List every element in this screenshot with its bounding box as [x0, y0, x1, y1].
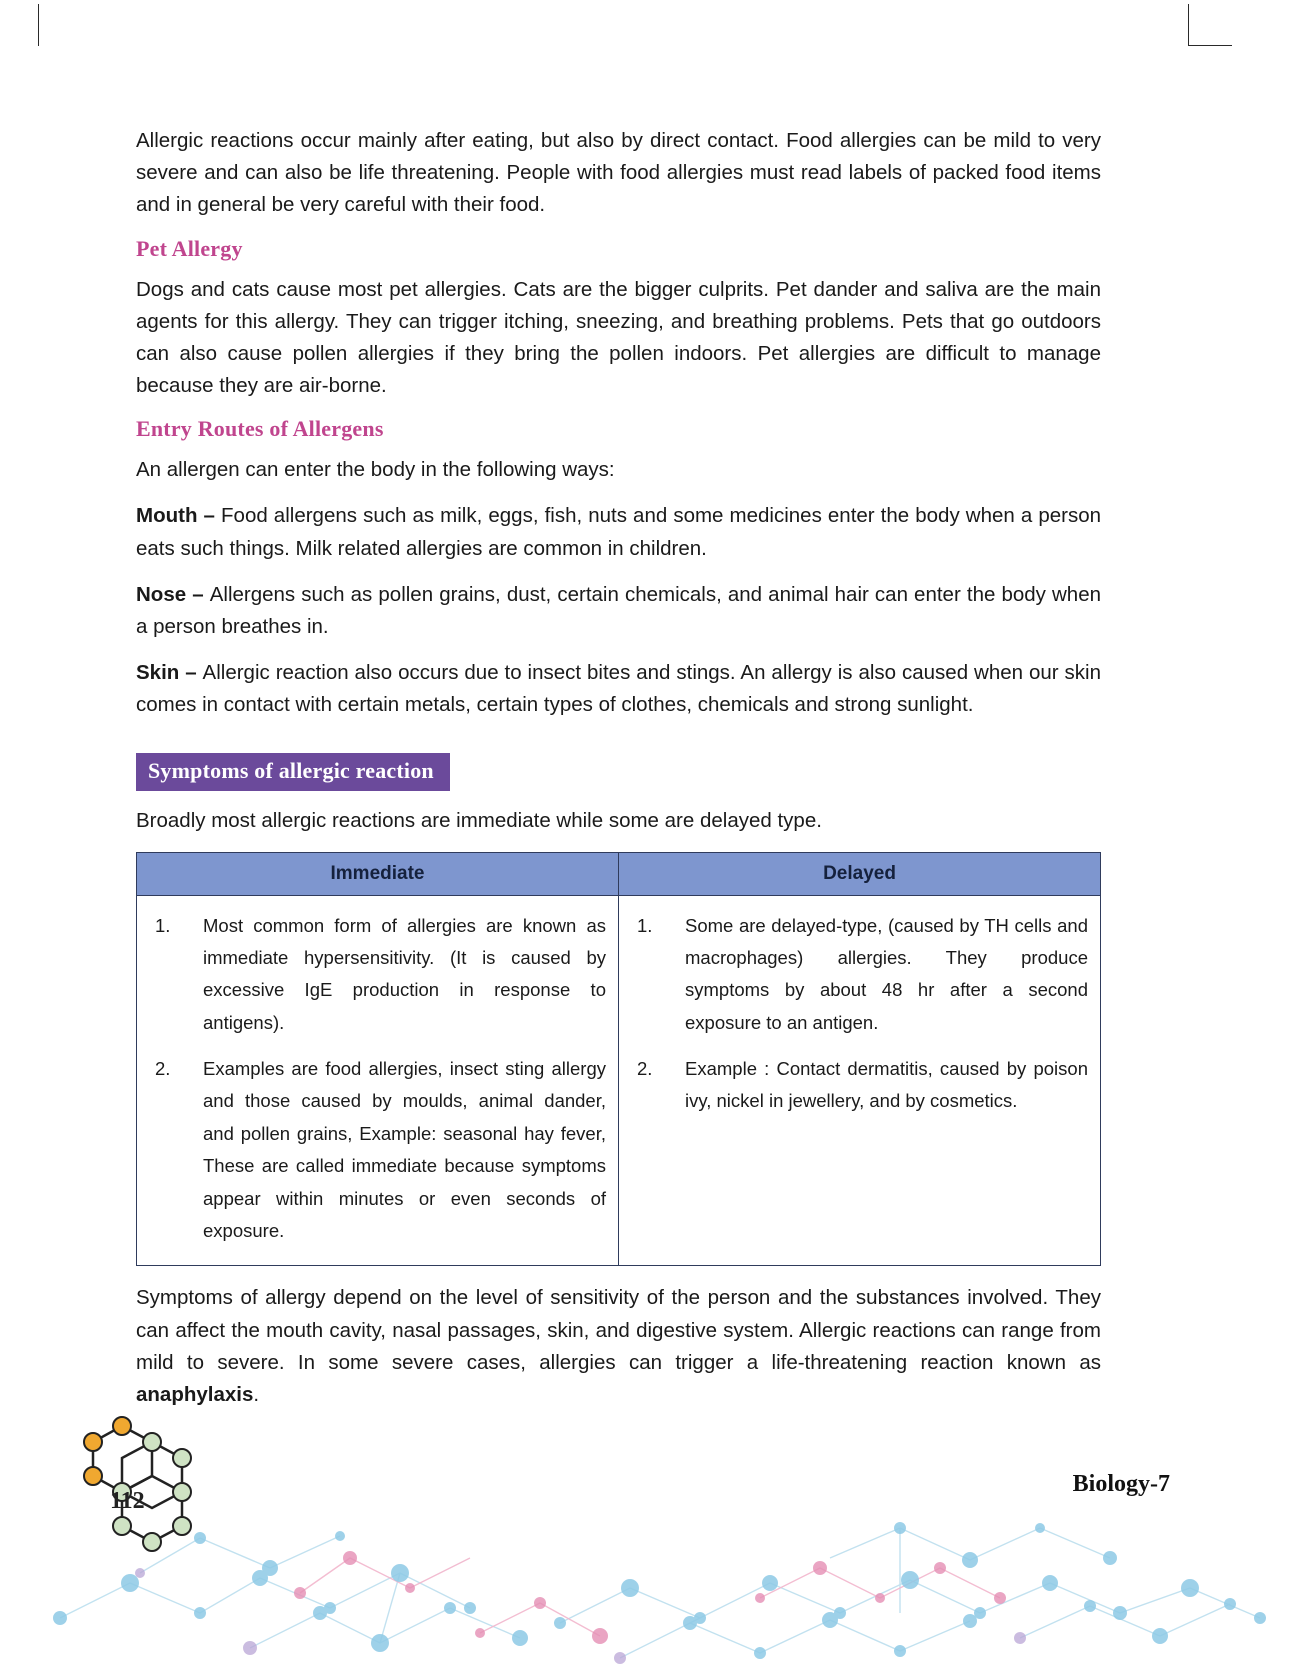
symptoms-table [136, 852, 1101, 1267]
route-skin-text: Allergic reaction also occurs due to insect bites and stings. An allergy is also caused when our skin comes in contact with certain metals, certain types of clothes, chemicals and strong sunlight. [136, 661, 1101, 717]
closing-paragraph [136, 1282, 1101, 1411]
table-head [137, 852, 1101, 895]
cell-delayed [619, 895, 1101, 1266]
table-body [137, 895, 1101, 1266]
route-nose-label: Nose – [136, 582, 210, 606]
route-mouth [136, 500, 1101, 564]
list-item: Most common form of allergies are known as immediate hypersensitivity. (It is caused by excessive IgE production in response to antigens). [203, 914, 606, 1033]
footer-subject: Biology-7 [1072, 1471, 1170, 1497]
crop-mark-top-right-vertical [1188, 4, 1189, 46]
pet-allergy-heading: Pet Allergy [136, 235, 243, 261]
route-skin-label: Skin – [136, 661, 203, 685]
route-nose [136, 579, 1101, 643]
crop-mark-top-right-horizontal [1188, 45, 1232, 46]
table-row [137, 895, 1101, 1266]
hexagon-molecule-icon [78, 1408, 228, 1558]
route-mouth-text: Food allergens such as milk, eggs, fish, nuts and some medicines enter the body when a person eats such things. Milk related allergies are common in children. [136, 504, 1102, 560]
page-content [136, 125, 1101, 1411]
entry-routes-intro: An allergen can enter the body in the following ways: [136, 458, 615, 482]
closing-paragraph-part1: Symptoms of allergy depend on the level of sensitivity of the person and the substances involved. They can affect the mouth cavity, nasal passages, skin, and digestive system. Allergic reactions can range from mild to severe. In some severe cases, allergies can trigger a life-threatening reaction known as [136, 1286, 1101, 1374]
crop-mark-top-left [38, 4, 39, 46]
table-header-row [137, 852, 1101, 895]
closing-paragraph-part2: . [253, 1382, 260, 1406]
anaphylaxis-term: anaphylaxis [136, 1382, 254, 1406]
delayed-list [631, 910, 1088, 1118]
route-skin [136, 657, 1101, 721]
pet-allergy-paragraph: Dogs and cats cause most pet allergies. Cats are the bigger culprits. Pet dander and saliva are the main agents for this allergy. They can trigger itching, sneezing, and breathing problems. Pets that go outdoors can also cause pollen allergies if they bring the pollen indoors. Pet allergies are difficult to manage because they are air-borne. [136, 277, 1101, 398]
list-item: Examples are food allergies, insect sting allergy and those caused by moulds, animal dander, and pollen grains, Example: seasonal hay fever, These are called immediate because symptoms appear within minutes or even seconds of exposure. [203, 1058, 606, 1241]
intro-paragraph: Allergic reactions occur mainly after eating, but also by direct contact. Food allergies can be mild to very severe and can also be life threatening. People with food allergies must read labels of packed food items and in general be very careful with their food. [136, 129, 1101, 217]
immediate-list [149, 910, 606, 1248]
route-nose-text: Allergens such as pollen grains, dust, certain chemicals, and animal hair can enter the body when a person breathes in. [136, 582, 1102, 638]
table-header-immediate: Immediate [137, 852, 619, 895]
cell-immediate [137, 895, 619, 1266]
page-number: 112 [110, 1488, 145, 1514]
list-item: Example : Contact dermatitis, caused by poison ivy, nickel in jewellery, and by cosmetics. [685, 1058, 1088, 1112]
symptoms-intro: Broadly most allergic reactions are immediate while some are delayed type. [136, 809, 822, 833]
entry-routes-heading: Entry Routes of Allergens [136, 416, 384, 442]
route-mouth-label: Mouth – [136, 504, 222, 528]
symptoms-banner: Symptoms of allergic reaction [136, 753, 450, 791]
list-item: Some are delayed-type, (caused by TH cells and macrophages) allergies. They produce symptoms by about 48 hr after a second exposure to an antigen. [685, 914, 1088, 1033]
table-header-delayed: Delayed [619, 852, 1101, 895]
